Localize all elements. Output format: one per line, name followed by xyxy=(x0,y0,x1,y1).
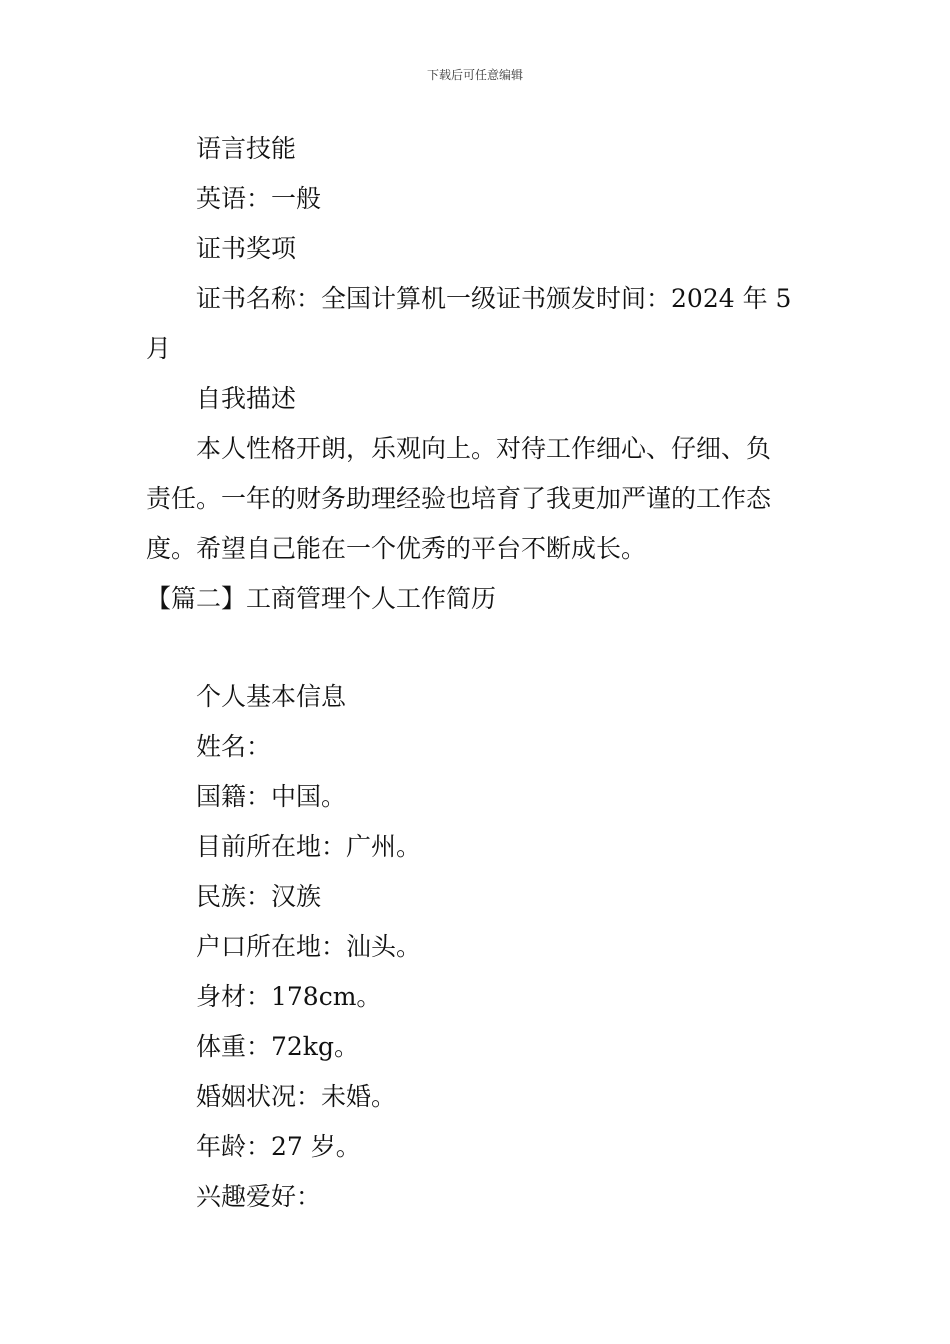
self-description-line-3: 度。希望自己能在一个优秀的平台不断成长。 xyxy=(146,534,647,563)
self-description-line-2: 责任。一年的财务助理经验也培育了我更加严谨的工作态 xyxy=(146,484,772,513)
hukou-location-field: 户口所在地：汕头。 xyxy=(196,932,422,961)
section-heading-self-description: 自我描述 xyxy=(196,384,297,413)
section-heading-language-skills: 语言技能 xyxy=(196,134,297,163)
section-heading-basic-info: 个人基本信息 xyxy=(196,682,347,711)
hobbies-field: 兴趣爱好： xyxy=(196,1182,322,1211)
ethnicity-field: 民族：汉族 xyxy=(196,882,322,911)
page-header-note: 下载后可任意编辑 xyxy=(426,68,523,82)
article-two-title: 【篇二】工商管理个人工作简历 xyxy=(146,584,497,613)
certificate-line: 证书名称：全国计算机一级证书颁发时间：2024 年 5 xyxy=(196,284,792,313)
self-description-line-1: 本人性格开朗，乐观向上。对待工作细心、仔细、负 xyxy=(196,434,772,463)
name-field: 姓名： xyxy=(196,732,272,761)
nationality-field: 国籍：中国。 xyxy=(196,782,347,811)
current-location-field: 目前所在地：广州。 xyxy=(196,832,422,861)
certificate-line-continuation: 月 xyxy=(146,334,172,363)
english-level-line: 英语：一般 xyxy=(196,184,322,213)
marital-status-field: 婚姻状况：未婚。 xyxy=(196,1082,397,1111)
age-field: 年龄：27 岁。 xyxy=(196,1132,361,1161)
height-field: 身材：178cm。 xyxy=(196,982,382,1011)
weight-field: 体重：72kg。 xyxy=(196,1032,359,1061)
section-heading-certificates: 证书奖项 xyxy=(196,234,297,263)
